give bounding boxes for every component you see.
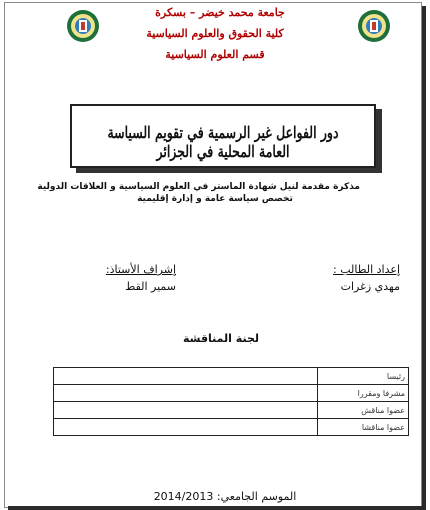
page-shadow-right (422, 6, 426, 510)
committee-table (53, 367, 409, 436)
page-shadow-bottom (8, 506, 426, 510)
member-name-cell (54, 419, 318, 436)
supervisor-name: سمير القط (125, 280, 176, 293)
table-row (54, 368, 409, 385)
university-logo-icon (357, 9, 391, 43)
university-logo-icon (66, 9, 100, 43)
title-box (70, 104, 376, 168)
title-box-shadow-bottom (76, 168, 382, 173)
supervisor-label: إشراف الأستاذ: (105, 263, 176, 276)
degree-description: مذكرة مقدمة لنيل شهادة الماستر في العلوم السياسية و العلاقات الدولية (37, 182, 360, 192)
title-box-shadow-right (376, 109, 382, 173)
member-name-cell (54, 368, 318, 385)
member-role-cell: عضوا مناقشا (317, 419, 408, 436)
table-row (54, 385, 409, 402)
faculty-name: كلية الحقوق والعلوم السياسية (146, 27, 284, 40)
student-label: إعداد الطالب : (333, 263, 400, 276)
academic-year: الموسم الجامعي: 2014/2013 (153, 490, 297, 503)
table-row (54, 402, 409, 419)
member-role-cell: مشرفا ومقررا (317, 385, 408, 402)
committee-heading: لجنة المناقشة (182, 332, 259, 345)
thesis-title: دور الفواعل غير الرسمية في تقويم السياسة العامة المحلية في الجزائر (107, 123, 339, 161)
student-name: مهدي زغرات (340, 280, 400, 293)
department-name: قسم العلوم السياسية (165, 48, 265, 61)
member-role-cell: رئيسا (317, 368, 408, 385)
university-name: جامعة محمد خيضر – بسكرة (155, 6, 285, 19)
member-name-cell (54, 385, 318, 402)
member-role-cell: عضوا مناقش (317, 402, 408, 419)
table-row (54, 419, 409, 436)
member-name-cell (54, 402, 318, 419)
specialization: تخصص سياسة عامة و إدارة إقليمية (137, 194, 293, 204)
